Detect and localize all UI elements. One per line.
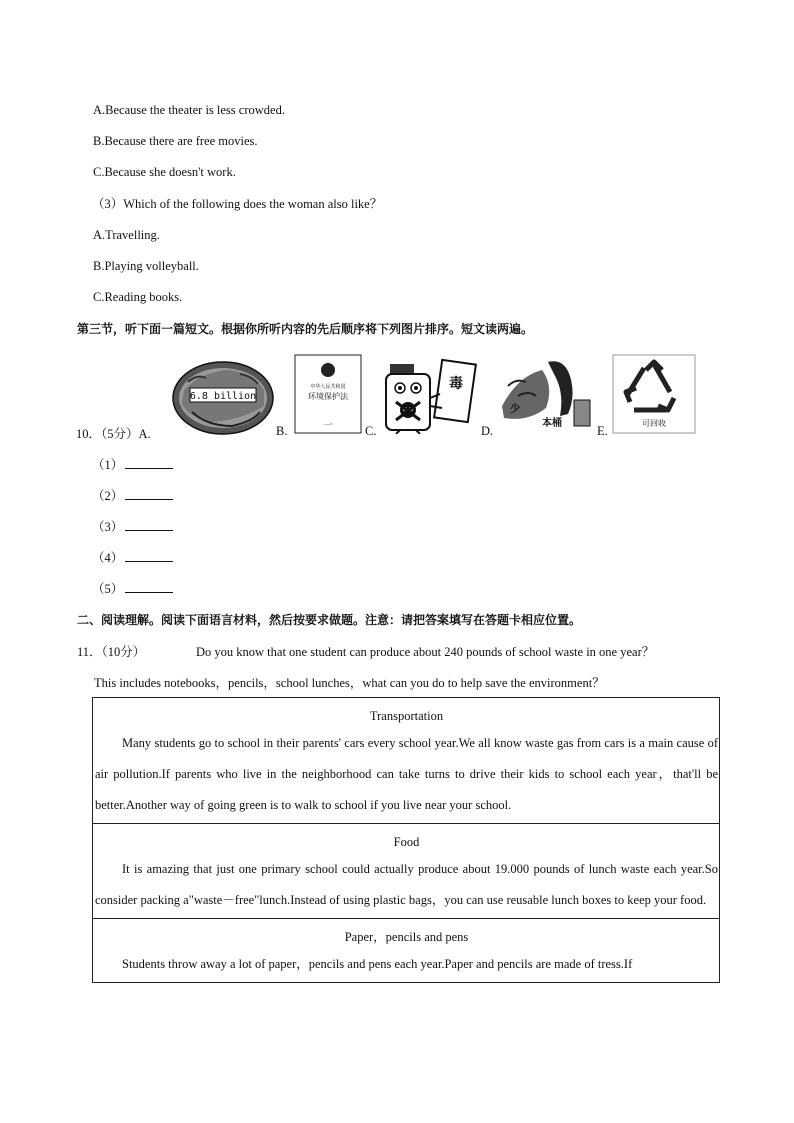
q3-option-c: C.Reading books. <box>93 290 183 304</box>
answer-blank[interactable] <box>125 518 173 531</box>
q10-number: 10．（5分）A. <box>76 427 151 441</box>
q10-blank-5: （5） <box>92 580 173 597</box>
q2-option-c: C.Because she doesn't work. <box>93 165 236 179</box>
picture-b-bottom: 一 <box>323 421 333 431</box>
q10-picture-row <box>76 352 716 440</box>
picture-d-text-1: 少 <box>510 404 520 415</box>
picture-a-population-globe <box>172 360 274 436</box>
picture-d-text-2: 本桶 <box>542 418 562 429</box>
picture-c-poison-cartoon <box>380 358 480 434</box>
q10-label-b: B. <box>276 424 288 438</box>
q3-option-b: B.Playing volleyball. <box>93 259 199 273</box>
section3-instruction: 第三节，听下面一篇短文。根据你所听内容的先后顺序将下列图片排序。短文读两遍。 <box>77 322 534 336</box>
q10-blank-2: （2） <box>92 487 173 504</box>
section-text: It is amazing that just one primary school could actually produce about 19.000 pounds of lunch waste each year.So consider packing a"waste－free"lunch.Instead of using plastic bags，you can use reusable lunch boxes to keep your food. <box>95 862 718 907</box>
section-title: Food <box>393 835 420 849</box>
answer-blank[interactable] <box>125 456 173 469</box>
q11-number: 11．（10分） <box>77 645 146 659</box>
q3-question: （3）Which of the following does the woman also like？ <box>92 197 383 211</box>
q11-passage-table <box>92 697 720 983</box>
picture-e-recycle-sign <box>612 354 696 434</box>
picture-d-trash-scene <box>498 356 594 432</box>
answer-blank[interactable] <box>125 580 173 593</box>
picture-b-small-text: 中华人民共和国 <box>310 384 346 390</box>
q3-option-a: A.Travelling. <box>93 228 160 242</box>
section-text: Students throw away a lot of paper，pencils and pens each year.Paper and pencils are made of tress.If <box>122 957 633 971</box>
section-title: Paper，pencils and pens <box>344 930 469 944</box>
section-title: Transportation <box>369 709 444 723</box>
passage-section-food <box>93 824 720 919</box>
passage-section-transportation <box>93 698 720 824</box>
emblem-icon <box>321 363 335 377</box>
picture-c-sign: 毒 <box>449 376 463 392</box>
q10-blank-3: （3） <box>92 518 173 535</box>
globe-icon <box>172 360 274 436</box>
answer-blank[interactable] <box>125 549 173 562</box>
q2-option-a: A.Because the theater is less crowded. <box>93 103 285 117</box>
picture-a-text: 6.8 billion <box>189 391 257 402</box>
q10-label-e: E. <box>597 424 608 438</box>
passage-section-paper <box>93 919 720 983</box>
q11-intro-line-1: Do you know that one student can produce about 240 pounds of school waste in one year？ <box>196 645 655 659</box>
part2-instruction: 二、阅读理解。阅读下面语言材料，然后按要求做题。注意：请把答案填写在答题卡相应位置。 <box>77 613 582 627</box>
picture-b-law-book <box>294 354 362 434</box>
picture-e-text: 可回收 <box>642 419 666 428</box>
q10-blank-1: （1） <box>92 456 173 473</box>
answer-blank[interactable] <box>125 487 173 500</box>
section-text: Many students go to school in their parents' cars every school year.We all know waste gas from cars is a main cause of air pollution.If parents who live in the neighborhood can take turns to drive their kids to school each year，that'll be better.Another way of going green is to walk to school if you live near your school. <box>95 736 718 812</box>
q10-label-c: C. <box>365 424 377 438</box>
q2-option-b: B.Because there are free movies. <box>93 134 258 148</box>
picture-b-title: 环境保护法 <box>308 392 348 401</box>
q10-label-d: D. <box>481 424 494 438</box>
q10-blank-4: （4） <box>92 549 173 566</box>
q11-intro-line-2: This includes notebooks，pencils，school lunches，what can you do to help save the environment？ <box>94 676 605 690</box>
